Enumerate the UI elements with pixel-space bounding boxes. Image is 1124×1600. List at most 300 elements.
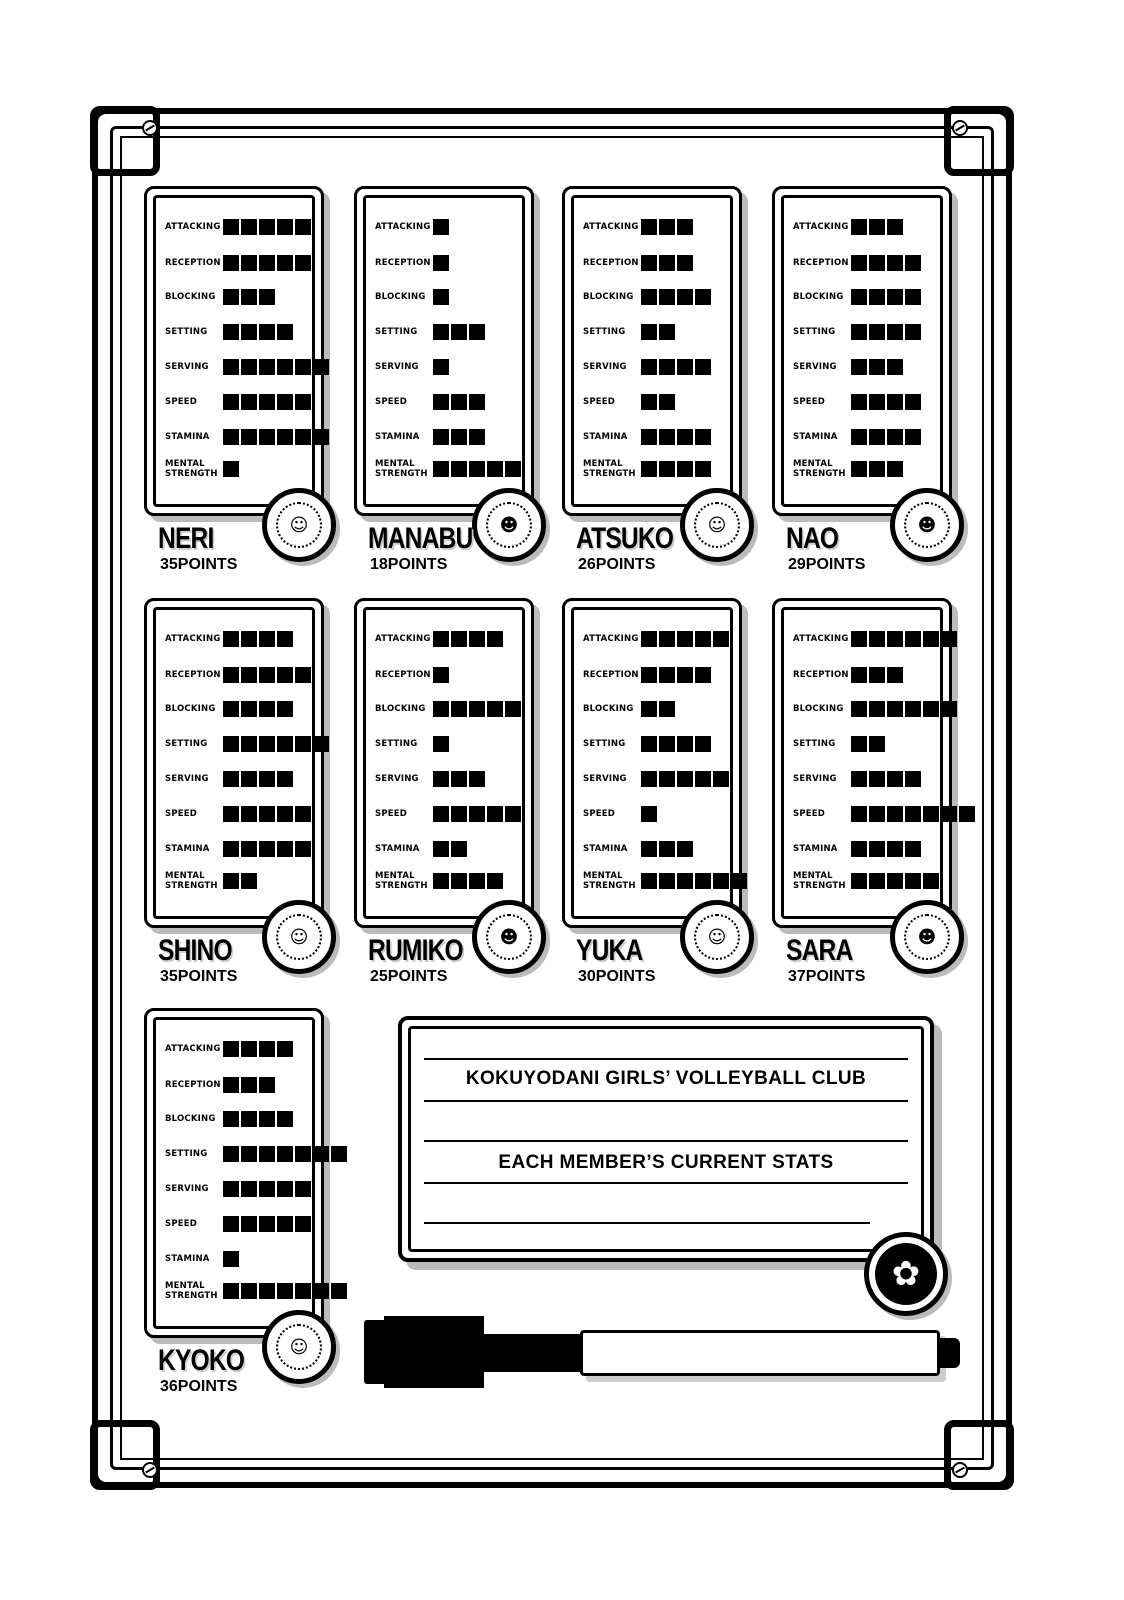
stat-block (851, 771, 867, 787)
stat-label: BLOCKING (165, 1114, 216, 1124)
stat-block (259, 1111, 275, 1127)
corner-bracket-bottom-right (944, 1420, 1014, 1490)
stat-bar (851, 394, 921, 410)
stat-bar (223, 701, 293, 717)
sign-rule (424, 1100, 908, 1102)
stat-block (641, 841, 657, 857)
stat-block (277, 1041, 293, 1057)
stat-block (641, 359, 657, 375)
stat-block (941, 631, 957, 647)
stat-label: RECEPTION (793, 258, 849, 268)
stat-bar (223, 1181, 311, 1197)
stat-block (851, 461, 867, 477)
member-name: RUMIKO (368, 934, 463, 967)
stat-block (641, 289, 657, 305)
stat-bar (223, 219, 311, 235)
stat-block (487, 461, 503, 477)
member-points: 35POINTS (160, 556, 238, 573)
stat-row (375, 871, 503, 891)
stat-row (793, 253, 921, 273)
stats-panel (144, 598, 324, 928)
stat-block (869, 873, 885, 889)
stat-block (487, 701, 503, 717)
member-name: SHINO (158, 934, 232, 967)
stat-block (659, 359, 675, 375)
stat-row (165, 287, 275, 307)
stat-row (165, 217, 311, 237)
stat-block (869, 736, 885, 752)
stat-block (259, 806, 275, 822)
stat-block (259, 1216, 275, 1232)
stat-label: STAMINA (793, 844, 838, 854)
stat-block (905, 771, 921, 787)
stat-block (851, 841, 867, 857)
stats-panel (772, 598, 952, 928)
stat-row (165, 392, 311, 412)
stat-row (793, 357, 903, 377)
stat-label: SETTING (793, 739, 836, 749)
stat-block (641, 255, 657, 271)
member-points: 30POINTS (578, 968, 656, 985)
stat-block (223, 667, 239, 683)
stat-row (793, 322, 921, 342)
stat-block (869, 631, 885, 647)
stat-block (869, 461, 885, 477)
stat-bar (223, 806, 311, 822)
stat-block (259, 1077, 275, 1093)
stat-block (677, 736, 693, 752)
stat-block (241, 841, 257, 857)
stat-row (165, 839, 311, 859)
stat-row (375, 217, 449, 237)
stat-block (887, 255, 903, 271)
stat-block (433, 394, 449, 410)
stat-block (659, 631, 675, 647)
stat-bar (851, 667, 903, 683)
stat-block (677, 219, 693, 235)
stat-block (295, 841, 311, 857)
stat-bar (223, 359, 329, 375)
stat-row (793, 459, 903, 479)
stat-block (259, 429, 275, 445)
stat-label: STAMINA (165, 432, 210, 442)
stat-bar (223, 736, 329, 752)
stat-block (259, 394, 275, 410)
stat-bar (223, 1041, 293, 1057)
stat-block (241, 1146, 257, 1162)
stat-row (165, 1144, 347, 1164)
stat-label: SPEED (583, 397, 616, 407)
stat-label: SERVING (165, 1184, 209, 1194)
stat-block (487, 873, 503, 889)
stat-row (165, 459, 239, 479)
member-points: 26POINTS (578, 556, 656, 573)
stat-label: RECEPTION (583, 258, 639, 268)
stat-bar (851, 873, 939, 889)
stat-label: STAMINA (165, 1254, 210, 1264)
stat-bar (223, 841, 311, 857)
stat-block (887, 359, 903, 375)
stat-block (451, 324, 467, 340)
stat-row (793, 665, 903, 685)
pixel-face-icon: ☻ (904, 914, 950, 960)
stat-block (451, 873, 467, 889)
stat-block (223, 255, 239, 271)
club-title: KOKUYODANI GIRLS’ VOLLEYBALL CLUB (465, 1068, 867, 1089)
member-avatar (472, 488, 546, 562)
stat-label: SPEED (793, 809, 826, 819)
stat-block (277, 1181, 293, 1197)
stat-block (659, 461, 675, 477)
stat-bar (641, 873, 747, 889)
stat-label: RECEPTION (375, 258, 431, 268)
stat-row (583, 392, 675, 412)
stat-block (241, 1216, 257, 1232)
stat-block (277, 631, 293, 647)
stat-block (905, 429, 921, 445)
stat-bar (433, 736, 449, 752)
stat-row (793, 699, 957, 719)
stat-block (641, 667, 657, 683)
stat-block (923, 873, 939, 889)
stat-block (433, 701, 449, 717)
stat-bar (223, 324, 293, 340)
stat-bar (223, 1251, 239, 1267)
stat-block (851, 359, 867, 375)
stat-row (583, 699, 675, 719)
club-sign (398, 1016, 934, 1262)
stat-block (259, 359, 275, 375)
stat-block (941, 806, 957, 822)
stat-bar (851, 429, 921, 445)
stat-row (583, 665, 711, 685)
stat-block (851, 806, 867, 822)
member-avatar (262, 488, 336, 562)
stat-block (313, 736, 329, 752)
stat-block (731, 873, 747, 889)
member-avatar (890, 488, 964, 562)
stat-block (451, 461, 467, 477)
stat-label: SPEED (583, 809, 616, 819)
stat-bar (433, 667, 449, 683)
stat-bar (433, 429, 485, 445)
stat-block (277, 1216, 293, 1232)
stat-block (641, 394, 657, 410)
stat-bar (851, 736, 885, 752)
stat-row (165, 734, 329, 754)
stat-block (641, 771, 657, 787)
member-card-yuka (562, 598, 742, 985)
member-card-neri (144, 186, 324, 573)
stat-bar (223, 1216, 311, 1232)
member-avatar (262, 900, 336, 974)
stat-label: MENTAL STRENGTH (375, 459, 428, 479)
stat-row (583, 427, 711, 447)
stat-block (887, 631, 903, 647)
stat-label: MENTAL STRENGTH (793, 871, 846, 891)
stat-bar (433, 255, 449, 271)
stat-block (677, 289, 693, 305)
stat-block (905, 631, 921, 647)
stat-block (433, 429, 449, 445)
stat-block (451, 631, 467, 647)
stat-label: ATTACKING (165, 1044, 221, 1054)
stat-label: MENTAL STRENGTH (165, 1281, 218, 1301)
stat-block (659, 771, 675, 787)
member-card-shino (144, 598, 324, 985)
stat-bar (433, 771, 485, 787)
stat-block (941, 701, 957, 717)
stat-block (313, 1146, 329, 1162)
stat-label: BLOCKING (375, 292, 426, 302)
stat-block (677, 461, 693, 477)
stat-block (277, 219, 293, 235)
stat-bar (851, 701, 957, 717)
stat-block (887, 219, 903, 235)
stat-bar (641, 289, 711, 305)
stat-block (641, 806, 657, 822)
stat-block (887, 873, 903, 889)
stat-block (469, 771, 485, 787)
stat-row (583, 217, 693, 237)
stat-row (375, 804, 521, 824)
stat-block (451, 771, 467, 787)
stat-block (469, 873, 485, 889)
stat-block (223, 701, 239, 717)
stat-block (869, 667, 885, 683)
corner-bracket-bottom-left (90, 1420, 160, 1490)
stat-block (641, 461, 657, 477)
stat-bar (223, 1146, 347, 1162)
member-avatar (262, 1310, 336, 1384)
stat-block (677, 873, 693, 889)
stat-label: SETTING (793, 327, 836, 337)
sign-rule (424, 1140, 908, 1142)
stat-bar (223, 667, 311, 683)
pixel-face-icon: ☺ (276, 1324, 322, 1370)
stat-row (583, 769, 729, 789)
stat-block (923, 806, 939, 822)
stat-block (487, 631, 503, 647)
stat-bar (641, 736, 711, 752)
stat-label: ATTACKING (375, 222, 431, 232)
stat-block (295, 1283, 311, 1299)
stat-block (869, 841, 885, 857)
marker-neck (482, 1334, 582, 1372)
stat-block (641, 324, 657, 340)
corner-bracket-top-left (90, 106, 160, 176)
stat-block (241, 631, 257, 647)
stat-block (677, 841, 693, 857)
stat-block (451, 429, 467, 445)
stat-block (451, 701, 467, 717)
stat-block (887, 667, 903, 683)
stat-block (487, 806, 503, 822)
stat-row (793, 871, 939, 891)
stat-block (695, 667, 711, 683)
stat-block (331, 1146, 347, 1162)
stat-block (223, 1251, 239, 1267)
stat-block (869, 771, 885, 787)
stat-block (433, 461, 449, 477)
stat-row (165, 1281, 347, 1301)
stat-block (259, 1283, 275, 1299)
stat-label: SERVING (165, 362, 209, 372)
stat-block (241, 771, 257, 787)
stat-label: RECEPTION (375, 670, 431, 680)
stat-block (259, 255, 275, 271)
stat-label: ATTACKING (793, 634, 849, 644)
stat-block (695, 461, 711, 477)
stat-block (923, 631, 939, 647)
stat-block (277, 394, 293, 410)
stat-block (659, 841, 675, 857)
stat-label: MENTAL STRENGTH (583, 871, 636, 891)
stats-panel (144, 1008, 324, 1338)
stat-block (259, 771, 275, 787)
stat-block (433, 841, 449, 857)
stat-row (793, 629, 957, 649)
stat-row (583, 287, 711, 307)
member-card-kyoko (144, 1008, 324, 1395)
stat-label: BLOCKING (375, 704, 426, 714)
stats-panel (144, 186, 324, 516)
stat-row (375, 839, 467, 859)
member-name: MANABU (368, 522, 473, 555)
corner-bracket-top-right (944, 106, 1014, 176)
stats-panel (562, 598, 742, 928)
stat-block (659, 289, 675, 305)
stat-block (677, 771, 693, 787)
stat-block (241, 1077, 257, 1093)
stat-label: STAMINA (793, 432, 838, 442)
stat-block (905, 701, 921, 717)
stat-block (241, 289, 257, 305)
member-avatar (890, 900, 964, 974)
stat-block (241, 1041, 257, 1057)
stat-row (375, 253, 449, 273)
stat-row (583, 322, 675, 342)
pixel-face-icon: ☺ (276, 502, 322, 548)
stat-block (223, 1216, 239, 1232)
stat-label: RECEPTION (583, 670, 639, 680)
stat-bar (851, 461, 903, 477)
stat-row (583, 871, 747, 891)
stat-label: MENTAL STRENGTH (375, 871, 428, 891)
stat-label: SPEED (375, 397, 408, 407)
stat-block (433, 771, 449, 787)
stat-row (165, 253, 311, 273)
stat-bar (223, 461, 239, 477)
stat-block (659, 219, 675, 235)
stat-block (241, 736, 257, 752)
stat-block (277, 841, 293, 857)
stat-block (887, 771, 903, 787)
stat-block (295, 429, 311, 445)
stat-block (259, 324, 275, 340)
stat-row (165, 1249, 239, 1269)
stat-row (165, 699, 293, 719)
marker-tip (364, 1320, 386, 1384)
screw-icon (142, 1462, 158, 1478)
stat-bar (641, 255, 693, 271)
stat-label: STAMINA (583, 844, 628, 854)
stat-block (241, 1111, 257, 1127)
stat-block (677, 667, 693, 683)
stat-label: SETTING (583, 739, 626, 749)
member-name: ATSUKO (576, 522, 674, 555)
stat-block (695, 873, 711, 889)
pixel-face-icon: ☻ (486, 502, 532, 548)
member-points: 18POINTS (370, 556, 448, 573)
stat-block (241, 701, 257, 717)
stat-label: SETTING (165, 327, 208, 337)
stat-block (659, 429, 675, 445)
screw-icon (142, 120, 158, 136)
stat-block (277, 429, 293, 445)
marker-body (580, 1330, 940, 1376)
stat-block (869, 219, 885, 235)
stat-block (851, 429, 867, 445)
stat-block (313, 359, 329, 375)
stat-row (793, 427, 921, 447)
stat-block (259, 1041, 275, 1057)
stat-block (505, 701, 521, 717)
stat-label: STAMINA (583, 432, 628, 442)
stat-block (223, 394, 239, 410)
stat-row (375, 459, 521, 479)
stat-bar (433, 841, 467, 857)
stat-block (851, 631, 867, 647)
member-card-rumiko (354, 598, 534, 985)
stat-label: SERVING (583, 362, 627, 372)
stat-row (375, 665, 449, 685)
stat-block (905, 841, 921, 857)
member-points: 29POINTS (788, 556, 866, 573)
stat-label: MENTAL STRENGTH (165, 871, 218, 891)
stat-label: MENTAL STRENGTH (793, 459, 846, 479)
stat-block (869, 806, 885, 822)
stat-block (659, 736, 675, 752)
stat-block (641, 873, 657, 889)
stat-block (851, 394, 867, 410)
stat-label: MENTAL STRENGTH (165, 459, 218, 479)
stat-row (375, 287, 449, 307)
stat-row (583, 629, 729, 649)
member-avatar (680, 488, 754, 562)
member-card-manabu (354, 186, 534, 573)
stat-row (165, 1039, 293, 1059)
stat-row (375, 322, 485, 342)
stat-bar (223, 1283, 347, 1299)
stat-block (887, 429, 903, 445)
stat-block (223, 1111, 239, 1127)
stat-block (223, 631, 239, 647)
stat-label: STAMINA (375, 432, 420, 442)
stat-bar (433, 359, 449, 375)
stat-block (223, 1077, 239, 1093)
lotus-emblem-icon: ✿ (875, 1243, 937, 1305)
stat-row (375, 392, 485, 412)
sign-rule (424, 1222, 870, 1224)
stat-block (659, 873, 675, 889)
member-points: 36POINTS (160, 1378, 238, 1395)
stat-block (223, 736, 239, 752)
stat-label: SETTING (165, 739, 208, 749)
stat-block (851, 736, 867, 752)
stat-block (223, 219, 239, 235)
stat-block (659, 701, 675, 717)
